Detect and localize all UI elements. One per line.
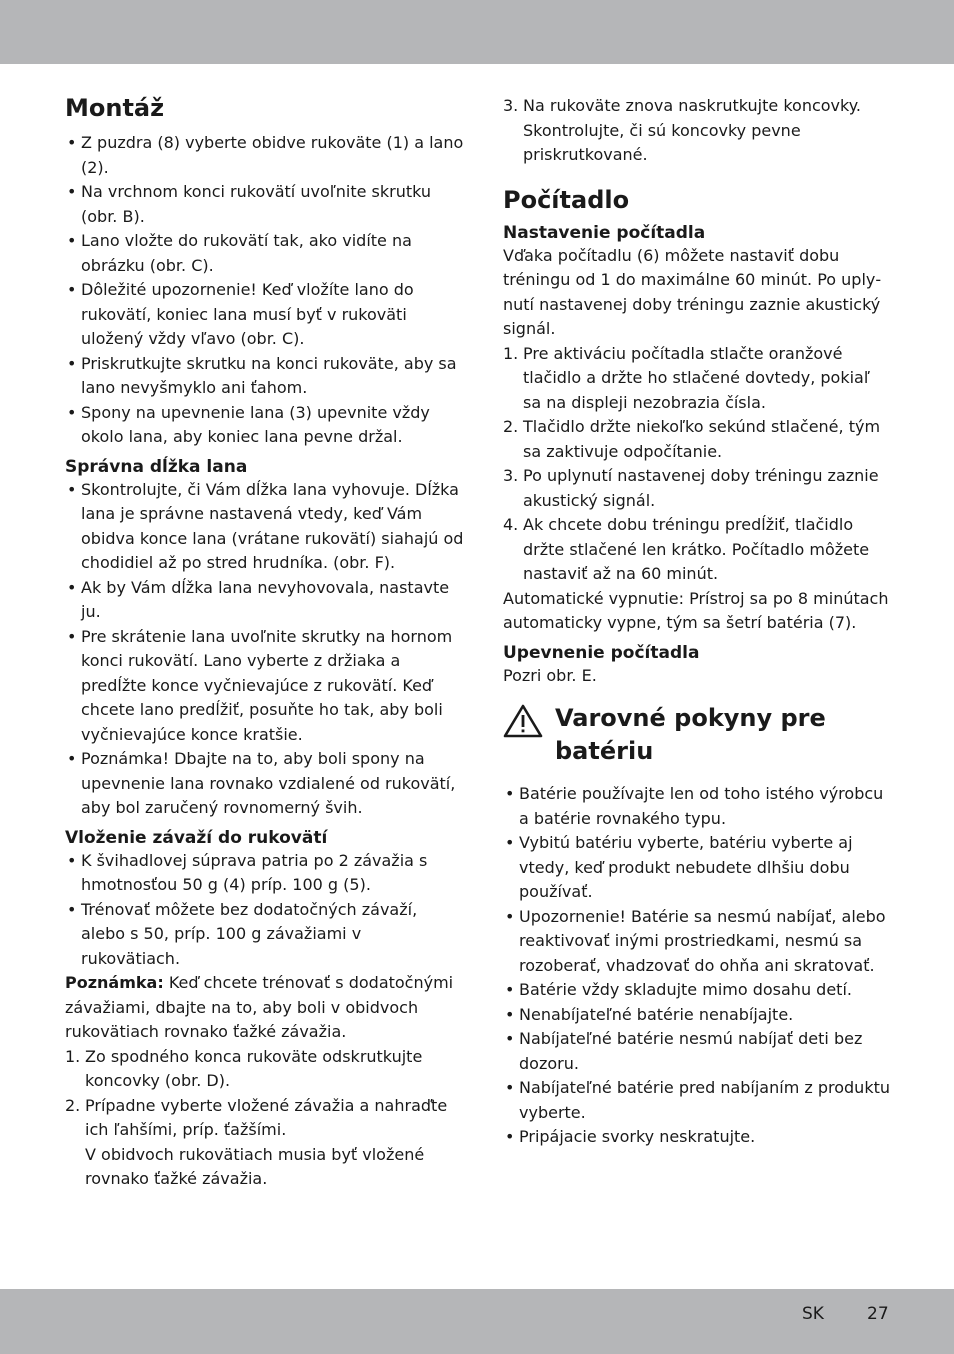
pocitadlo-steps — [503, 342, 893, 587]
list-item: • Nabíjateľné batérie pred nabíjaním z produktu vyberte. — [503, 1076, 893, 1125]
subsection-title-upevnenie: Upevnenie počítadla — [503, 642, 700, 663]
list-item: • Lano vložte do rukovätí tak, ako vidíte na obrázku (obr. C). — [65, 229, 465, 278]
list-item: • Nenabíjateľné batérie nenabíjajte. — [503, 1003, 893, 1028]
list-item: • Batérie používajte len od toho istého výrobcu a batérie rovnakého typu. — [503, 782, 893, 831]
warning-heading — [503, 702, 893, 768]
continued-steps — [503, 94, 893, 168]
subsection-title-dlzka: Správna dĺžka lana — [65, 456, 248, 477]
section-title-montaz: Montáž — [65, 94, 165, 122]
step-text: Na rukoväte znova naskrutkujte koncovky. Skontrolujte, či sú koncovky pevne priskrutkované. — [523, 96, 861, 164]
left-column — [65, 94, 465, 1192]
list-item: • Trénovať môžete bez dodatočných závaží, alebo s 50, príp. 100 g závažiami v rukovätiach. — [65, 898, 465, 972]
list-item: • Skontrolujte, či Vám dĺžka lana vyhovuje. Dĺžka lana je správne nastavená vtedy, keď Vám obidva konce lana (vrátane rukovätí) siahajú od chodidiel až po stred hrudníka. (obr. F). — [65, 478, 465, 576]
note-text: Keď chcete trénovať s dodatočnými závažiami, dbajte na to, aby boli v obidvoch rukovätiach rovnako ťažké závažia. — [65, 973, 454, 1041]
step-text: Po uplynutí nastavenej doby tréningu zaznie akustický signál. — [523, 466, 879, 510]
zavazie-steps — [65, 1045, 465, 1143]
step-text: Prípadne vyberte vložené závažia a nahraďte ich ľahšími, príp. ťažšími. — [85, 1095, 448, 1139]
step-number: 3. — [503, 466, 519, 485]
note-label: Poznámka: — [65, 973, 164, 992]
list-item: • Upozornenie! Batérie sa nesmú nabíjať, alebo reaktivovať inými prostriedkami, nesmú sa rozoberať, vhadzovať do ohňa ani skratovať. — [503, 905, 893, 979]
list-item: • Vybitú batériu vyberte, batériu vyberte aj vtedy, keď produkt nebudete dlhšiu dobu používať. — [503, 831, 893, 905]
list-item: • Ak by Vám dĺžka lana nevyhovovala, nastavte ju. — [65, 576, 465, 625]
step-number: 2. — [65, 1095, 81, 1115]
page-number: 27 — [867, 1304, 889, 1324]
right-column — [503, 94, 893, 1150]
note-paragraph — [65, 971, 465, 1045]
step-number: 4. — [503, 515, 519, 534]
subsection-title-zavazie: Vloženie závaží do rukovätí — [65, 827, 328, 848]
pocitadlo-intro: Vďaka počítadlu (6) môžete nastaviť dobu tréningu od 1 do maximálne 60 minút. Po uplynutí nastavenej doby tréningu zaznie akustický signál. — [503, 245, 882, 338]
step-number: 1. — [65, 1046, 81, 1066]
list-item: • Spony na upevnenie lana (3) upevnite vždy okolo lana, aby koniec lana pevne držal. — [65, 401, 465, 450]
step-number: 3. — [503, 96, 519, 115]
list-item: • Batérie vždy skladujte mimo dosahu detí. — [503, 978, 893, 1003]
step-number: 2. — [503, 417, 519, 436]
subsection-title-nastavenie: Nastavenie počítadla — [503, 222, 706, 243]
step-number: 1. — [503, 343, 519, 363]
list-item: • K švihadlovej súprava patria po 2 závažia s hmotnosťou 50 g (4) príp. 100 g (5). — [65, 849, 465, 898]
list-item: • Z puzdra (8) vyberte obidve rukoväte (1) a lano (2). — [65, 131, 465, 180]
numbered-step — [503, 94, 893, 168]
numbered-step — [503, 415, 893, 464]
header-band — [0, 0, 954, 64]
footer-language-code: SK — [802, 1304, 824, 1324]
step-text: Pre aktiváciu počítadla stlačte oranžové tlačidlo a držte ho stlačené dovtedy, pokiaľ sa na displeji nezobrazia čísla. — [523, 343, 870, 412]
step-text: Tlačidlo držte niekoľko sekúnd stlačené, tým sa zaktivuje odpočítanie. — [523, 417, 881, 461]
step-extra-text: V obidvoch rukovätiach musia byť vložené rovnako ťažké závažia. — [85, 1144, 425, 1188]
warning-triangle-icon — [503, 704, 543, 738]
numbered-step — [503, 464, 893, 513]
auto-off-text: Automatické vypnutie: Prístroj sa po 8 minútach automaticky vypne, tým sa šetrí batéria (7). — [503, 588, 889, 632]
section-title-warning: Varovné pokyny pre batériu — [555, 704, 826, 765]
list-item: • Pripájacie svorky neskratujte. — [503, 1125, 893, 1150]
section-title-pocitadlo: Počítadlo — [503, 185, 630, 214]
numbered-step — [503, 513, 893, 587]
list-item: • Pre skrátenie lana uvoľnite skrutky na hornom konci rukovätí. Lano vyberte z držiaka a predĺžte konce vyčnievajúce z rukovätí. Keď chcete lano predĺžiť, posuňte ho tak, aby boli vyčnievajúce konce kratšie. — [65, 625, 465, 748]
dlzka-list — [65, 478, 465, 821]
numbered-step — [65, 1094, 465, 1143]
step-text: Zo spodného konca rukoväte odskrutkujte koncovky (obr. D). — [85, 1046, 423, 1090]
warning-list — [503, 782, 893, 1150]
list-item: • Priskrutkujte skrutku na konci rukoväte, aby sa lano nevyšmyklo ani ťahom. — [65, 352, 465, 401]
montaz-list — [65, 131, 465, 450]
list-item: • Nabíjateľné batérie nesmú nabíjať deti bez dozoru. — [503, 1027, 893, 1076]
list-item: • Poznámka! Dbajte na to, aby boli spony na upevnenie lana rovnako vzdialené od rukovätí, aby bol zaručený rovnomerný švih. — [65, 747, 465, 821]
numbered-step — [503, 342, 893, 416]
zavazie-list — [65, 849, 465, 972]
list-item: • Na vrchnom konci rukovätí uvoľnite skrutku (obr. B). — [65, 180, 465, 229]
step-text: Ak chcete dobu tréningu predĺžiť, tlačidlo držte stlačené len krátko. Počítadlo môžete nastaviť až na 60 minút. — [523, 515, 870, 583]
list-item: • Dôležité upozornenie! Keď vložíte lano do rukovätí, koniec lana musí byť v rukoväti uložený vždy vľavo (obr. C). — [65, 278, 465, 352]
numbered-step — [65, 1045, 465, 1094]
upevnenie-text: Pozri obr. E. — [503, 665, 597, 685]
